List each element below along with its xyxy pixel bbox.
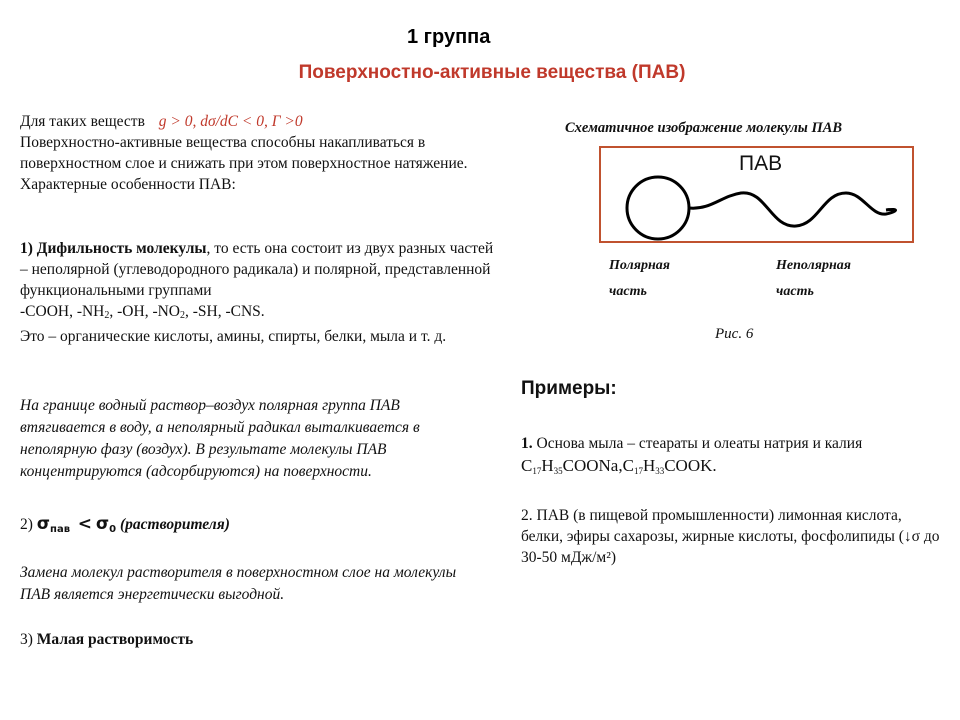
feature-2-text: (растворителя): [120, 516, 230, 533]
feature-2-paragraph: 2) σпав < σ0 (растворителя): [20, 514, 230, 535]
examples-heading: Примеры:: [521, 378, 617, 399]
molecule-diagram: [601, 148, 912, 241]
example-2: 2. ПАВ (в пищевой промышленности) лимонная кислота, белки, эфиры сахарозы, жирные кислоты, фосфолипиды (↓σ до 30-50 мДж/м²): [521, 507, 940, 566]
feature-1-paragraph: [20, 238, 498, 347]
sigma-0: σ0: [95, 514, 117, 535]
figure-caption: Схематичное изображение молекулы ПАВ: [565, 120, 843, 136]
interface-paragraph: На границе водный раствор–воздух полярная группа ПАВ втягивается в воду, а неполярный радикал выталкивается в неполярную фазу (воздух). В результате молекулы ПАВ концентрируются (адсорбируются) на поверхности.: [20, 397, 420, 480]
intro-condition: g > 0, dσ/dC < 0, Г >0: [158, 113, 303, 130]
replace-paragraph: Замена молекул растворителя в поверхностном слое на молекулы ПАВ является энергетически выгодной.: [20, 564, 457, 603]
example-1: 1. Основа мыла – стеараты и олеаты натрия и калия: [521, 435, 863, 452]
feature-3-text: Малая растворимость: [36, 631, 194, 648]
features-heading: Характерные особенности ПАВ:: [20, 176, 236, 193]
feature-3-paragraph: 3) Малая растворимость: [20, 631, 194, 648]
figure-box-label: ПАВ: [739, 152, 783, 175]
intro-prefix: Для таких веществ: [20, 113, 145, 130]
feature-1-title: 1) Дифильность молекулы: [20, 240, 207, 257]
polar-part-label: Полярная часть: [609, 258, 670, 299]
page-title: Поверхностно-активные вещества (ПАВ): [298, 62, 686, 83]
functional-groups: -COOH, $-NH_2$, -OH, $-NO_2$, -SH, -CNS.: [20, 303, 265, 321]
feature-1-text: , то есть она состоит из двух разных частей – неполярной (углеводородного радикала) и полярной, представленной функциональными группами: [20, 240, 494, 299]
nonpolar-tail-path: [689, 193, 895, 226]
group-title: 1 группа: [407, 26, 491, 48]
figure-number: Рис. 6: [715, 326, 754, 342]
soap-formulas: C17H35COONa,C17H33COOK.: [521, 456, 717, 476]
molecule-figure-box: [599, 146, 914, 243]
feature-1-examples: Это – органические кислоты, амины, спирты, белки, мыла и т. д.: [20, 328, 447, 345]
polar-head-circle: [627, 177, 689, 239]
intro-paragraph: [20, 111, 500, 195]
intro-rest: Поверхностно-активные вещества способны накапливаться в поверхностном слое и снижать при этом поверхностное натяжение.: [20, 134, 468, 172]
nonpolar-part-label: Неполярная часть: [776, 258, 851, 299]
sigma-pav: σпав: [36, 514, 71, 535]
